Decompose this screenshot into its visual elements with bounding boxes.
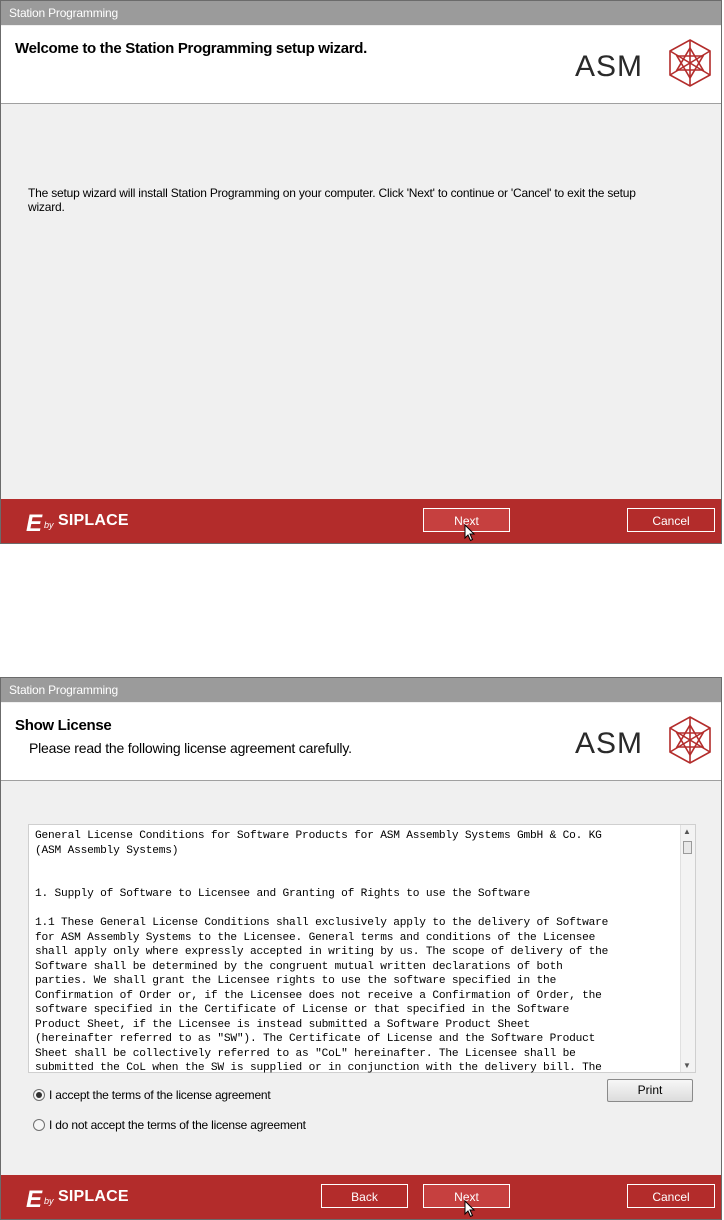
wizard-footer: [1, 1175, 721, 1219]
brand-by: by: [44, 520, 54, 530]
asm-emblem-icon: [665, 38, 715, 88]
asm-logo: [575, 38, 715, 93]
page-title: Welcome to the Station Programming setup wizard.: [15, 40, 368, 57]
brand-e: E: [26, 510, 43, 537]
scroll-up-icon[interactable]: ▲: [683, 827, 691, 836]
accept-license-option[interactable]: [33, 1088, 271, 1102]
accept-radio[interactable]: [33, 1089, 45, 1101]
wizard-footer: [1, 499, 721, 543]
brand-siplace: SIPLACE: [58, 512, 129, 529]
brand-siplace: SIPLACE: [58, 1188, 129, 1205]
welcome-wizard-window: [0, 0, 722, 544]
asm-logo-text: ASM: [575, 50, 644, 83]
mouse-cursor-icon: [464, 524, 476, 542]
license-text: General License Conditions for Software Products for ASM Assembly Systems GmbH & Co. KG (ASM Assembly Systems) 1. Supply of Software to Licensee and Granting of Rights to use the Software 1.1 These General License Conditions shall exclusively apply to the delivery of Software for ASM Assembly Systems to the Licensee. General terms and conditions of the Licensee shall apply only where expressly accepted in writing by us. The scope of delivery of the Software shall be determined by the congruent mutual written declarations of both parties. We shall grant the Licensee rights to use the software specified in the Confirmation of Order or, if the Licensee does not receive a Confirmation of Order, the software specified in the Certificate of License or that specified in the Software Product Sheet, if the Licensee is instead submitted a Software Product Sheet (hereinafter referred to as "SW"). The Certificate of License and the Software Product Sheet shall be collectively referred to as "CoL" hereinafter. The Licensee shall be submitted the CoL when the SW is supplied or in conjunction with the delivery bill. The: [35, 830, 609, 1074]
scroll-down-icon[interactable]: ▼: [683, 1061, 691, 1070]
window-titlebar[interactable]: Station Programming: [1, 678, 721, 702]
brand-e: E: [26, 1186, 43, 1213]
asm-emblem-icon: [665, 715, 715, 765]
license-scrollbar[interactable]: [680, 825, 695, 1072]
license-wizard-window: [0, 677, 722, 1220]
window-titlebar[interactable]: Station Programming: [1, 1, 721, 25]
back-button[interactable]: Back: [321, 1184, 408, 1208]
asm-logo: [575, 715, 715, 770]
asm-logo-text: ASM: [575, 727, 644, 760]
print-button[interactable]: Print: [607, 1079, 693, 1102]
next-button[interactable]: Next: [423, 508, 510, 532]
decline-label[interactable]: I do not accept the terms of the license agreement: [49, 1118, 306, 1132]
decline-license-option[interactable]: [33, 1118, 306, 1132]
cancel-button[interactable]: Cancel: [627, 508, 715, 532]
cancel-button[interactable]: Cancel: [627, 1184, 715, 1208]
license-textbox[interactable]: [28, 824, 696, 1073]
wizard-header: [1, 26, 721, 104]
wizard-header: [1, 703, 721, 781]
page-subtitle: Please read the following license agreement carefully.: [29, 740, 352, 756]
scroll-thumb[interactable]: [683, 841, 692, 854]
brand-by: by: [44, 1196, 54, 1206]
accept-label[interactable]: I accept the terms of the license agreement: [49, 1088, 271, 1102]
intro-text: The setup wizard will install Station Programming on your computer. Click 'Next' to continue or 'Cancel' to exit the setup wizard.: [28, 186, 636, 214]
mouse-cursor-icon: [464, 1200, 476, 1218]
page-title: Show License: [15, 717, 112, 734]
decline-radio[interactable]: [33, 1119, 45, 1131]
next-button[interactable]: Next: [423, 1184, 510, 1208]
